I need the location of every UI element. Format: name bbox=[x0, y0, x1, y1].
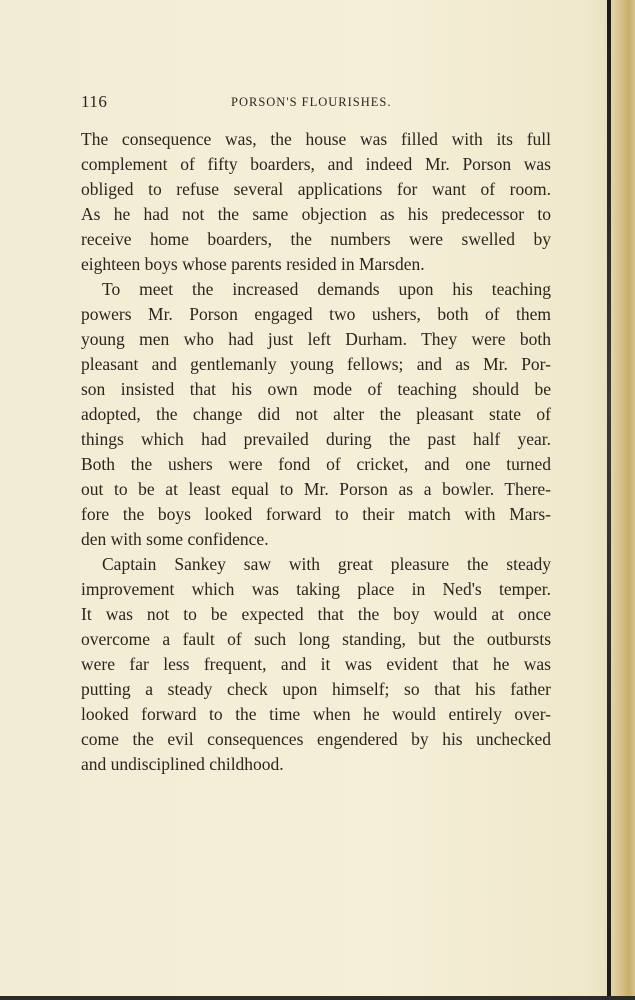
text-line: It was not to be expected that the boy would at once bbox=[81, 604, 551, 624]
text-line: putting a steady check upon himself; so that his father bbox=[81, 679, 551, 699]
text-line: out to be at least equal to Mr. Porson as a bowler. There- bbox=[81, 479, 551, 499]
text-line: come the evil consequences engendered by his unchecked bbox=[81, 729, 551, 749]
text-line: looked forward to the time when he would entirely over- bbox=[81, 704, 551, 724]
text-line: Captain Sankey saw with great pleasure the steady bbox=[102, 554, 551, 574]
text-line: To meet the increased demands upon his teaching bbox=[102, 279, 551, 299]
text-line: overcome a fault of such long standing, but the outbursts bbox=[81, 629, 551, 649]
paragraph-2 bbox=[81, 277, 551, 552]
text-line: and undisciplined childhood. bbox=[81, 754, 284, 774]
body-text bbox=[81, 127, 551, 777]
text-line: fore the boys looked forward to their match with Mars- bbox=[81, 504, 551, 524]
paragraph-1 bbox=[81, 127, 551, 277]
text-line: Both the ushers were fond of cricket, and one turned bbox=[81, 454, 551, 474]
text-line: were far less frequent, and it was evident that he was bbox=[81, 654, 551, 674]
text-line: powers Mr. Porson engaged two ushers, both of them bbox=[81, 304, 551, 324]
text-line: pleasant and gentlemanly young fellows; and as Mr. Por- bbox=[81, 354, 551, 374]
running-title: PORSON'S FLOURISHES. bbox=[231, 95, 392, 109]
text-line: eighteen boys whose parents resided in Marsden. bbox=[81, 254, 425, 274]
page-header bbox=[81, 92, 551, 116]
text-line: young men who had just left Durham. They were both bbox=[81, 329, 551, 349]
text-line: As he had not the same objection as his predecessor to bbox=[81, 204, 551, 224]
paragraph-3 bbox=[81, 552, 551, 777]
page-number: 116 bbox=[81, 92, 108, 111]
text-line: obliged to refuse several applications for want of room. bbox=[81, 179, 551, 199]
text-line: adopted, the change did not alter the pleasant state of bbox=[81, 404, 551, 424]
text-line: den with some confidence. bbox=[81, 529, 269, 549]
book-spine-edge bbox=[607, 0, 611, 1000]
text-line: The consequence was, the house was filled with its full bbox=[81, 129, 551, 149]
text-line: things which had prevailed during the past half year. bbox=[81, 429, 551, 449]
page-bottom-edge bbox=[0, 996, 635, 1000]
text-line: complement of fifty boarders, and indeed Mr. Porson was bbox=[81, 154, 551, 174]
text-line: improvement which was taking place in Ned's temper. bbox=[81, 579, 551, 599]
text-line: receive home boarders, the numbers were swelled by bbox=[81, 229, 551, 249]
text-line: son insisted that his own mode of teaching should be bbox=[81, 379, 551, 399]
